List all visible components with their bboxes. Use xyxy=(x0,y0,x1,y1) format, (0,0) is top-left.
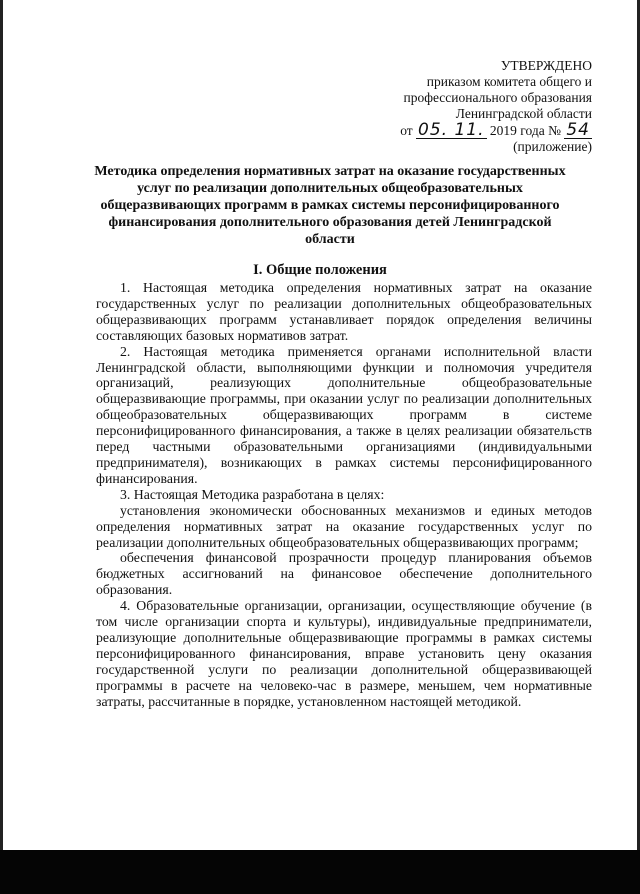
handwritten-date: 05. 11. xyxy=(418,120,485,140)
approval-line: приказом комитета общего и xyxy=(426,74,592,89)
scan-bottom-border xyxy=(0,850,640,894)
document-body xyxy=(96,280,592,709)
approval-heading: УТВЕРЖДЕНО xyxy=(500,58,592,73)
paragraph-3: 3. Настоящая Методика разработана в целях: xyxy=(120,486,385,502)
approval-line: Ленинградской области xyxy=(455,106,592,121)
paragraph-3-item-1: установления экономически обоснованных механизмов и единых методов определения нормативных затрат на оказание государственных услуг по реализации дополнительных общеобразовательных общеразвивающих программ; xyxy=(96,502,592,550)
approval-line: профессионального образования xyxy=(403,90,592,105)
paragraph-1: 1. Настоящая методика определения нормативных затрат на оказание государственных услуг по реализации дополнительных общеобразовательных общеразвивающих программ устанавливает порядок определения величины составляющих базовых нормативов затрат. xyxy=(96,280,592,343)
paragraph-3-item-2: обеспечения финансовой прозрачности процедур планирования объемов бюджетных ассигнований на финансовое обеспечение дополнительного образования. xyxy=(96,550,592,598)
section-heading: I. Общие положения xyxy=(253,262,387,278)
document-title: Методика определения нормативных затрат на оказание государственных услуг по реализации дополнительных общеобразовательных общеразвивающих программ в рамках системы персонифицированного финансирования дополнительного образования детей Ленинградской области xyxy=(94,164,566,247)
scan-edge-left xyxy=(0,0,3,894)
approval-block xyxy=(400,58,592,155)
number-sign: № xyxy=(548,123,561,138)
paragraph-4: 4. Образовательные организации, организации, осуществляющие обучение (в том числе организации спорта и культуры), индивидуальные предприниматели, реализующие дополнительные общеразвивающие программы в рамках системы персонифицированного финансирования, вправе установить цену оказания государственной услуги по реализации дополнительной общеразвивающей программы в расчете на человеко-час в размере, меньшем, чем нормативные затраты, рассчитанные в порядке, установленном настоящей методикой. xyxy=(96,598,592,709)
from-label: от xyxy=(400,123,413,138)
paragraph-2: 2. Настоящая методика применяется органами исполнительной власти Ленинградской области, выполняющими функции и полномочия учредителя организаций, реализующих дополнительные общеобразовательные общеразвивающие программы, при оказании услуг по реализации дополнительных общеобразовательных общеразвивающих программ в системе персонифицированного финансирования, а также в целях реализации обязательств перед частными образовательными организациями (индивидуальными предпринимателя), возникающих в рамках системы персонифицированного финансирования. xyxy=(96,343,592,486)
handwritten-number: 54 xyxy=(566,120,590,140)
appendix-label: (приложение) xyxy=(513,139,592,154)
year-label: 2019 года xyxy=(489,123,545,138)
approval-date-line xyxy=(400,122,592,139)
